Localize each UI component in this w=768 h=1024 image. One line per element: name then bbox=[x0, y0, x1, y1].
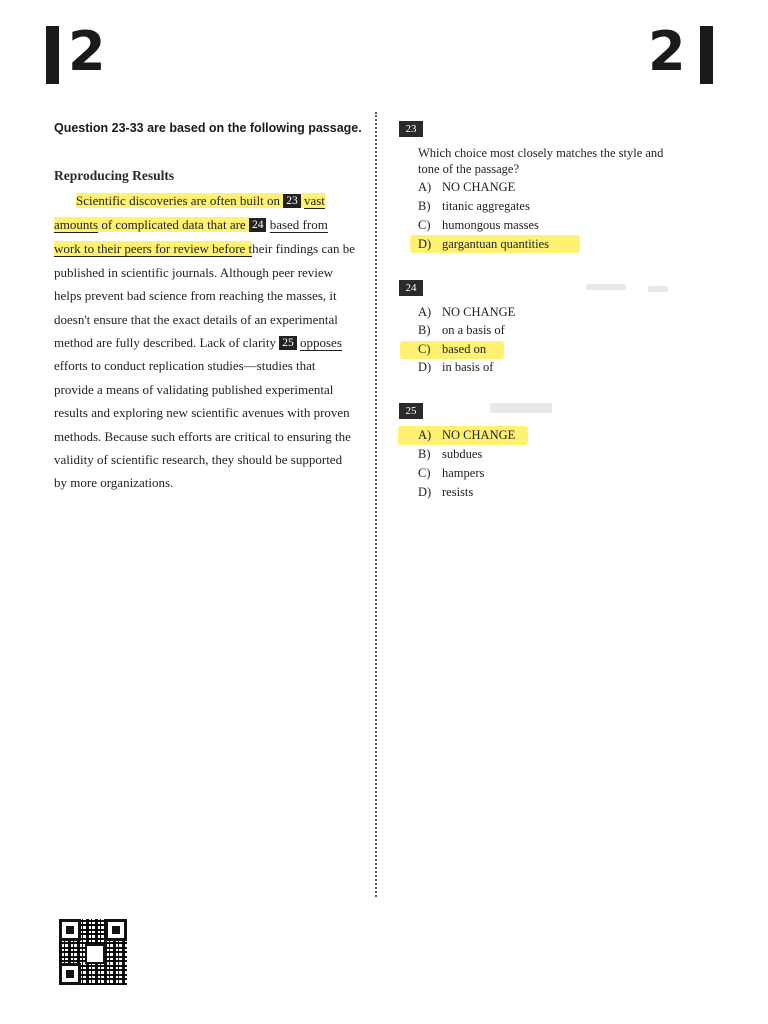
underlined-text: opposes bbox=[300, 335, 342, 350]
answer-option-24b[interactable]: B) on a basis of bbox=[418, 323, 505, 337]
passage-line: results and exploring new scientific avenues with proven bbox=[54, 405, 350, 420]
answer-option-24d[interactable]: D) in basis of bbox=[418, 360, 494, 374]
scan-smudge bbox=[648, 286, 668, 292]
answer-option-24c[interactable]: C) based on bbox=[418, 342, 487, 356]
passage-line bbox=[54, 217, 328, 233]
answer-option-25b[interactable]: B) subdues bbox=[418, 447, 483, 461]
answer-option-23c[interactable]: C) humongous masses bbox=[418, 218, 539, 232]
passage-line: helps prevent bad science from reaching the masses, it bbox=[54, 288, 337, 303]
scan-smudge bbox=[490, 403, 552, 413]
passage-line: methods. Because such efforts are critical to ensuring the bbox=[54, 429, 351, 444]
question-number-23: 23 bbox=[399, 121, 423, 137]
answer-option-23d[interactable]: D) gargantuan quantities bbox=[418, 237, 550, 251]
answer-option-23b[interactable]: B) titanic aggregates bbox=[418, 199, 530, 213]
underlined-text: vast bbox=[303, 193, 325, 208]
highlighted-text: of complicated data that are bbox=[101, 217, 246, 232]
answer-option-25c[interactable]: C) hampers bbox=[418, 466, 485, 480]
passage-line: by more organizations. bbox=[54, 475, 174, 490]
passage-line: provide a means of validating published experimental bbox=[54, 382, 334, 397]
passage-intro: Question 23-33 are based on the following passage. bbox=[54, 121, 362, 135]
section-bar-left bbox=[46, 26, 59, 84]
highlighted-text: Scientific discoveries are often built on bbox=[76, 193, 280, 208]
passage-line: method are fully described. Lack of clarity 25 opposes bbox=[54, 335, 342, 350]
question-number-25: 25 bbox=[399, 403, 423, 419]
question-marker-25[interactable]: 25 bbox=[279, 336, 297, 350]
passage-line: efforts to conduct replication studies—studies that bbox=[54, 358, 316, 373]
answer-option-25d[interactable]: D) resists bbox=[418, 485, 474, 499]
passage-line: doesn't ensure that the exact details of an experimental bbox=[54, 312, 338, 327]
question-stem: Which choice most closely matches the style and tone of the passage? bbox=[418, 146, 664, 176]
question-marker-24[interactable]: 24 bbox=[249, 218, 267, 232]
passage-line: validity of scientific research, they should be supported bbox=[54, 452, 343, 467]
underlined-text: amounts bbox=[54, 217, 99, 232]
column-divider bbox=[375, 112, 377, 897]
answer-option-24a[interactable]: A) NO CHANGE bbox=[418, 305, 516, 319]
highlighted-text: work to their peers for review before t bbox=[54, 241, 253, 256]
question-number-24: 24 bbox=[399, 280, 423, 296]
section-number-left: 2 bbox=[68, 20, 106, 83]
section-bar-right bbox=[700, 26, 713, 84]
answer-option-25a[interactable]: A) NO CHANGE bbox=[418, 428, 516, 442]
section-number-right: 2 bbox=[648, 20, 686, 83]
passage-title: Reproducing Results bbox=[54, 168, 175, 183]
underlined-text: based from bbox=[269, 217, 328, 232]
scan-smudge bbox=[586, 284, 626, 290]
passage-line: published in scientific journals. Although peer review bbox=[54, 265, 334, 280]
answer-option-23a[interactable]: A) NO CHANGE bbox=[418, 180, 516, 194]
question-marker-23[interactable]: 23 bbox=[283, 194, 301, 208]
qr-code-icon bbox=[58, 918, 128, 986]
passage-line bbox=[76, 193, 325, 209]
passage-line: work to their peers for review before their findings can be bbox=[54, 241, 356, 256]
